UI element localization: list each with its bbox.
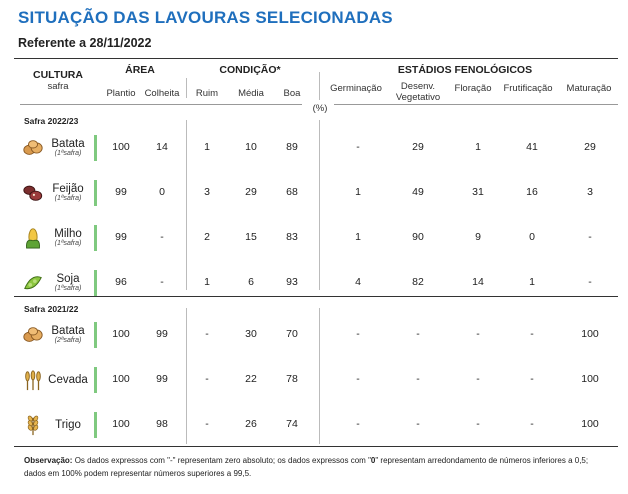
crop-name bbox=[44, 374, 92, 386]
cell-plantio: 100 bbox=[112, 328, 130, 340]
cell-desenv-vegetativo: - bbox=[416, 328, 420, 340]
cell-desenv-vegetativo: - bbox=[416, 418, 420, 430]
cell-colheita: 98 bbox=[156, 418, 168, 430]
crop-name bbox=[44, 228, 92, 248]
cell-desenv-vegetativo: 90 bbox=[412, 231, 424, 243]
cell-media: 22 bbox=[245, 373, 257, 385]
cell-maturacao: 29 bbox=[584, 141, 596, 153]
cell-maturacao: 3 bbox=[587, 186, 593, 198]
header-desenv: Desenv. bbox=[400, 81, 436, 92]
cell-frutificacao: - bbox=[530, 373, 534, 385]
crop-label: Trigo bbox=[55, 419, 81, 431]
header-vegetativo: Vegetativo bbox=[395, 92, 441, 103]
cell-germinacao: - bbox=[356, 328, 360, 340]
cell-ruim: 1 bbox=[204, 276, 210, 288]
crop-label: Feijão bbox=[52, 183, 84, 195]
crop-label: Batata bbox=[51, 138, 85, 150]
header-media: Média bbox=[238, 88, 264, 99]
crop-season: (1ªsafra) bbox=[54, 285, 82, 292]
header-condicao: CONDIÇÃO* bbox=[219, 64, 281, 76]
cell-ruim: 1 bbox=[204, 141, 210, 153]
bean-icon bbox=[22, 182, 44, 204]
cell-ruim: - bbox=[205, 328, 209, 340]
header-boa: Boa bbox=[283, 88, 301, 99]
cell-germinacao: - bbox=[356, 141, 360, 153]
header-bottom-rule-right bbox=[334, 104, 618, 105]
row-accent-bar bbox=[94, 322, 97, 348]
cell-floracao: - bbox=[476, 328, 480, 340]
cell-maturacao: - bbox=[588, 231, 592, 243]
row-accent-bar bbox=[94, 135, 97, 161]
cell-desenv-vegetativo: 82 bbox=[412, 276, 424, 288]
crop-label: Milho bbox=[54, 228, 82, 240]
header-safra: safra bbox=[47, 81, 69, 92]
header-maturacao: Maturação bbox=[566, 83, 612, 94]
cell-frutificacao: - bbox=[530, 328, 534, 340]
crop-name bbox=[44, 273, 92, 293]
section-label: Safra 2022/23 bbox=[24, 116, 79, 126]
potato-icon bbox=[22, 137, 44, 159]
footnote bbox=[24, 454, 610, 480]
crop-name bbox=[44, 138, 92, 158]
cell-floracao: - bbox=[476, 418, 480, 430]
crop-name bbox=[44, 325, 92, 345]
cell-media: 6 bbox=[248, 276, 254, 288]
cell-ruim: 3 bbox=[204, 186, 210, 198]
footnote-text-1: Os dados expressos com "-" representam zero absoluto; os dados expressos com " bbox=[72, 456, 371, 465]
page-title: SITUAÇÃO DAS LAVOURAS SELECIONADAS bbox=[18, 8, 393, 27]
header-frutificacao: Frutificação bbox=[503, 83, 553, 94]
table-bottom-rule bbox=[14, 446, 618, 447]
cell-boa: 89 bbox=[286, 141, 298, 153]
crop-label: Batata bbox=[51, 325, 85, 337]
cell-floracao: - bbox=[476, 373, 480, 385]
crop-label: Soja bbox=[56, 273, 80, 285]
cell-plantio: 99 bbox=[115, 231, 127, 243]
potato-icon bbox=[22, 324, 44, 346]
footnote-text-2: " representam arredondamento de números inferiores a 0,5; dados em 100% podem representar números superiores a 99,5. bbox=[24, 456, 589, 478]
header-ruim: Ruim bbox=[195, 88, 219, 99]
cell-media: 30 bbox=[245, 328, 257, 340]
row-accent-bar bbox=[94, 412, 97, 438]
cell-boa: 70 bbox=[286, 328, 298, 340]
footnote-zero: 0 bbox=[370, 456, 376, 465]
cell-ruim: - bbox=[205, 373, 209, 385]
cell-frutificacao: 0 bbox=[529, 231, 535, 243]
cell-maturacao: 100 bbox=[581, 418, 599, 430]
section-divider bbox=[14, 296, 618, 297]
cell-media: 26 bbox=[245, 418, 257, 430]
cell-floracao: 9 bbox=[475, 231, 481, 243]
cell-floracao: 31 bbox=[472, 186, 484, 198]
header-germinacao: Germinação bbox=[330, 83, 382, 94]
header-bottom-rule bbox=[20, 104, 302, 105]
cell-germinacao: 4 bbox=[355, 276, 361, 288]
header-top-rule bbox=[14, 58, 618, 59]
cell-germinacao: 1 bbox=[355, 231, 361, 243]
header-area: ÁREA bbox=[125, 64, 155, 76]
cell-colheita: 0 bbox=[159, 186, 165, 198]
barley-icon bbox=[22, 369, 44, 391]
cell-boa: 68 bbox=[286, 186, 298, 198]
header-floracao: Floração bbox=[454, 83, 492, 94]
cell-colheita: - bbox=[160, 231, 164, 243]
crop-season: (1ªsafra) bbox=[54, 150, 82, 157]
column-separator bbox=[319, 308, 320, 444]
header-cultura: CULTURA bbox=[33, 69, 83, 81]
section-label: Safra 2021/22 bbox=[24, 304, 79, 314]
crop-season: (2ªsafra) bbox=[54, 337, 82, 344]
cell-maturacao: 100 bbox=[581, 373, 599, 385]
cell-desenv-vegetativo: 49 bbox=[412, 186, 424, 198]
cell-floracao: 14 bbox=[472, 276, 484, 288]
cell-boa: 93 bbox=[286, 276, 298, 288]
cell-media: 10 bbox=[245, 141, 257, 153]
cell-desenv-vegetativo: 29 bbox=[412, 141, 424, 153]
cell-frutificacao: 41 bbox=[526, 141, 538, 153]
cell-colheita: - bbox=[160, 276, 164, 288]
cell-frutificacao: - bbox=[530, 418, 534, 430]
cell-plantio: 99 bbox=[115, 186, 127, 198]
row-accent-bar bbox=[94, 367, 97, 393]
row-accent-bar bbox=[94, 180, 97, 206]
cell-plantio: 100 bbox=[112, 418, 130, 430]
crop-name bbox=[44, 419, 92, 431]
cell-plantio: 100 bbox=[112, 141, 130, 153]
cell-germinacao: 1 bbox=[355, 186, 361, 198]
header-colheita: Colheita bbox=[144, 88, 180, 99]
cell-germinacao: - bbox=[356, 418, 360, 430]
cell-boa: 78 bbox=[286, 373, 298, 385]
footnote-label: Observação: bbox=[24, 456, 73, 465]
cell-boa: 83 bbox=[286, 231, 298, 243]
cell-colheita: 99 bbox=[156, 328, 168, 340]
crop-season: (1ªsafra) bbox=[54, 240, 82, 247]
cell-maturacao: 100 bbox=[581, 328, 599, 340]
cell-frutificacao: 1 bbox=[529, 276, 535, 288]
row-accent-bar bbox=[94, 270, 97, 296]
cell-desenv-vegetativo: - bbox=[416, 373, 420, 385]
crop-name bbox=[44, 183, 92, 203]
header-estadios: ESTÁDIOS FENOLÓGICOS bbox=[397, 64, 533, 76]
corn-icon bbox=[22, 227, 44, 249]
cell-maturacao: - bbox=[588, 276, 592, 288]
cell-frutificacao: 16 bbox=[526, 186, 538, 198]
header-plantio: Plantio bbox=[106, 88, 136, 99]
cell-ruim: 2 bbox=[204, 231, 210, 243]
header-percent: (%) bbox=[312, 103, 328, 114]
column-separator bbox=[319, 120, 320, 290]
cell-colheita: 99 bbox=[156, 373, 168, 385]
cell-media: 29 bbox=[245, 186, 257, 198]
reference-date: Referente a 28/11/2022 bbox=[18, 36, 152, 50]
cell-media: 15 bbox=[245, 231, 257, 243]
cell-floracao: 1 bbox=[475, 141, 481, 153]
cell-boa: 74 bbox=[286, 418, 298, 430]
column-separator bbox=[319, 72, 320, 100]
wheat-icon bbox=[22, 414, 44, 436]
cell-germinacao: - bbox=[356, 373, 360, 385]
cell-colheita: 14 bbox=[156, 141, 168, 153]
cell-plantio: 100 bbox=[112, 373, 130, 385]
row-accent-bar bbox=[94, 225, 97, 251]
crop-label: Cevada bbox=[48, 374, 88, 386]
cell-ruim: - bbox=[205, 418, 209, 430]
crop-season: (1ªsafra) bbox=[54, 195, 82, 202]
cell-plantio: 96 bbox=[115, 276, 127, 288]
soybean-icon bbox=[22, 272, 44, 294]
column-separator bbox=[186, 78, 187, 98]
